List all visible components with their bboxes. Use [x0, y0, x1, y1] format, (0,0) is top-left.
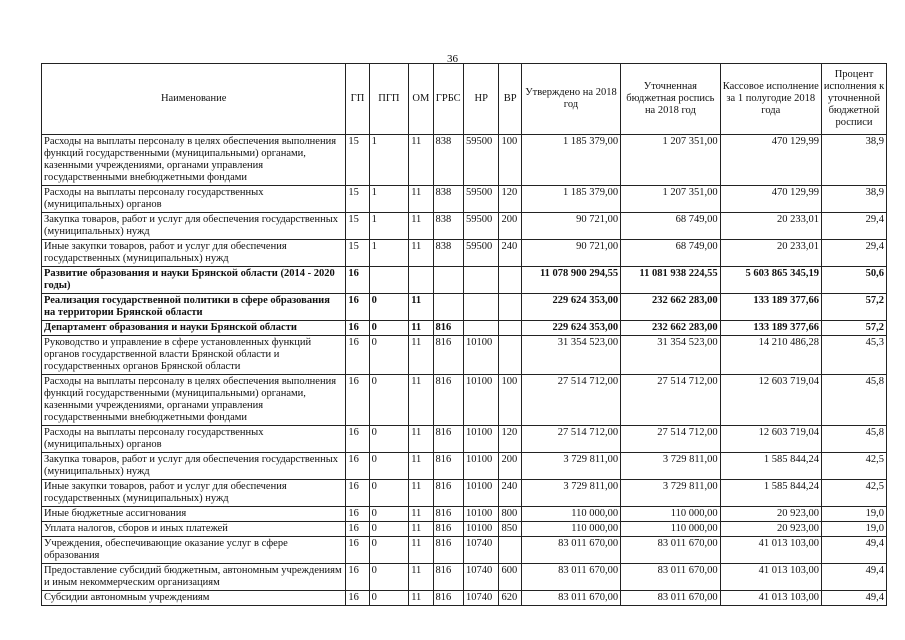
cell-refined: 1 207 351,00 — [621, 135, 720, 186]
cell-om: 11 — [409, 336, 433, 375]
cell-name: Расходы на выплаты персоналу в целях обеспечения выполнения функций государственными (муниципальными) органами, казенными учреждениями, органами управления государственными внебюджетными фондами — [42, 135, 346, 186]
cell-gp: 15 — [346, 186, 369, 213]
cell-grbs: 838 — [433, 186, 463, 213]
cell-cash: 470 129,99 — [720, 135, 821, 186]
cell-pgp: 1 — [369, 186, 409, 213]
cell-pgp: 0 — [369, 591, 409, 606]
cell-grbs: 838 — [433, 240, 463, 267]
cell-grbs: 838 — [433, 135, 463, 186]
cell-gp: 16 — [346, 564, 369, 591]
table-row — [42, 507, 887, 522]
cell-cash: 133 189 377,66 — [720, 294, 821, 321]
header-refined: Уточненная бюджетная роспись на 2018 год — [621, 64, 720, 135]
cell-vr: 120 — [499, 426, 521, 453]
cell-grbs: 838 — [433, 213, 463, 240]
cell-vr: 240 — [499, 480, 521, 507]
cell-cash: 41 013 103,00 — [720, 537, 821, 564]
cell-pgp: 0 — [369, 522, 409, 537]
cell-name: Руководство и управление в сфере установленных функций органов государственной власти Брянской области и государственных органов Брянской области — [42, 336, 346, 375]
cell-grbs: 816 — [433, 426, 463, 453]
cell-refined: 83 011 670,00 — [621, 564, 720, 591]
cell-om: 11 — [409, 294, 433, 321]
cell-grbs: 816 — [433, 453, 463, 480]
table-header-row — [42, 64, 887, 135]
cell-refined: 232 662 283,00 — [621, 321, 720, 336]
cell-percent: 42,5 — [822, 480, 887, 507]
cell-gp: 16 — [346, 321, 369, 336]
cell-vr: 240 — [499, 240, 521, 267]
cell-grbs: 816 — [433, 591, 463, 606]
cell-cash: 1 585 844,24 — [720, 480, 821, 507]
cell-pgp: 1 — [369, 213, 409, 240]
cell-name: Иные закупки товаров, работ и услуг для обеспечения государственных (муниципальных) нужд — [42, 480, 346, 507]
cell-nr: 10740 — [463, 591, 499, 606]
cell-cash: 5 603 865 345,19 — [720, 267, 821, 294]
table-row — [42, 453, 887, 480]
cell-vr: 120 — [499, 186, 521, 213]
cell-vr — [499, 321, 521, 336]
cell-grbs: 816 — [433, 537, 463, 564]
cell-vr — [499, 294, 521, 321]
cell-om: 11 — [409, 240, 433, 267]
cell-gp: 15 — [346, 135, 369, 186]
cell-nr — [463, 294, 499, 321]
cell-pgp: 0 — [369, 321, 409, 336]
cell-approved: 11 078 900 294,55 — [521, 267, 620, 294]
cell-percent: 42,5 — [822, 453, 887, 480]
cell-percent: 29,4 — [822, 240, 887, 267]
cell-grbs: 816 — [433, 507, 463, 522]
table-row — [42, 240, 887, 267]
header-grbs: ГРБС — [433, 64, 463, 135]
cell-gp: 15 — [346, 213, 369, 240]
cell-name: Иные бюджетные ассигнования — [42, 507, 346, 522]
cell-approved: 229 624 353,00 — [521, 294, 620, 321]
cell-approved: 90 721,00 — [521, 240, 620, 267]
cell-approved: 1 185 379,00 — [521, 186, 620, 213]
table-row — [42, 294, 887, 321]
cell-nr: 10100 — [463, 426, 499, 453]
cell-pgp: 0 — [369, 480, 409, 507]
cell-pgp: 1 — [369, 135, 409, 186]
cell-name: Реализация государственной политики в сфере образования на территории Брянской области — [42, 294, 346, 321]
cell-pgp: 0 — [369, 507, 409, 522]
cell-nr: 59500 — [463, 240, 499, 267]
cell-grbs — [433, 294, 463, 321]
cell-percent: 57,2 — [822, 294, 887, 321]
cell-pgp: 0 — [369, 564, 409, 591]
cell-vr: 850 — [499, 522, 521, 537]
cell-gp: 16 — [346, 453, 369, 480]
cell-refined: 110 000,00 — [621, 522, 720, 537]
cell-nr — [463, 321, 499, 336]
cell-percent: 29,4 — [822, 213, 887, 240]
cell-grbs: 816 — [433, 321, 463, 336]
cell-om — [409, 267, 433, 294]
cell-refined: 232 662 283,00 — [621, 294, 720, 321]
cell-name: Закупка товаров, работ и услуг для обеспечения государственных (муниципальных) нужд — [42, 213, 346, 240]
cell-grbs: 816 — [433, 375, 463, 426]
cell-approved: 31 354 523,00 — [521, 336, 620, 375]
table-row — [42, 564, 887, 591]
cell-gp: 16 — [346, 267, 369, 294]
table-row — [42, 336, 887, 375]
cell-gp: 16 — [346, 537, 369, 564]
cell-nr: 10100 — [463, 522, 499, 537]
header-vr: ВР — [499, 64, 521, 135]
cell-refined: 68 749,00 — [621, 240, 720, 267]
table-row — [42, 213, 887, 240]
cell-vr: 600 — [499, 564, 521, 591]
cell-percent: 19,0 — [822, 507, 887, 522]
cell-vr — [499, 267, 521, 294]
cell-name: Департамент образования и науки Брянской области — [42, 321, 346, 336]
cell-percent: 45,8 — [822, 426, 887, 453]
cell-pgp: 0 — [369, 336, 409, 375]
cell-nr: 10740 — [463, 564, 499, 591]
cell-refined: 68 749,00 — [621, 213, 720, 240]
cell-cash: 470 129,99 — [720, 186, 821, 213]
cell-approved: 83 011 670,00 — [521, 591, 620, 606]
cell-percent: 19,0 — [822, 522, 887, 537]
cell-cash: 12 603 719,04 — [720, 426, 821, 453]
cell-cash: 1 585 844,24 — [720, 453, 821, 480]
cell-refined: 83 011 670,00 — [621, 591, 720, 606]
cell-cash: 14 210 486,28 — [720, 336, 821, 375]
page-number: 36 — [447, 53, 458, 65]
cell-nr: 10100 — [463, 453, 499, 480]
cell-approved: 3 729 811,00 — [521, 453, 620, 480]
cell-percent: 57,2 — [822, 321, 887, 336]
cell-refined: 3 729 811,00 — [621, 480, 720, 507]
cell-vr: 800 — [499, 507, 521, 522]
header-nr: НР — [463, 64, 499, 135]
cell-name: Предоставление субсидий бюджетным, автономным учреждениям и иным некоммерческим организациям — [42, 564, 346, 591]
cell-cash: 133 189 377,66 — [720, 321, 821, 336]
cell-om: 11 — [409, 480, 433, 507]
cell-gp: 16 — [346, 294, 369, 321]
cell-name: Уплата налогов, сборов и иных платежей — [42, 522, 346, 537]
cell-pgp: 0 — [369, 426, 409, 453]
header-pgp: ПГП — [369, 64, 409, 135]
cell-grbs: 816 — [433, 336, 463, 375]
cell-refined: 31 354 523,00 — [621, 336, 720, 375]
cell-pgp: 1 — [369, 240, 409, 267]
cell-gp: 16 — [346, 336, 369, 375]
cell-cash: 20 233,01 — [720, 240, 821, 267]
cell-om: 11 — [409, 522, 433, 537]
cell-approved: 83 011 670,00 — [521, 564, 620, 591]
cell-grbs: 816 — [433, 480, 463, 507]
cell-om: 11 — [409, 591, 433, 606]
table-row — [42, 522, 887, 537]
cell-approved: 110 000,00 — [521, 507, 620, 522]
cell-grbs: 816 — [433, 522, 463, 537]
cell-om: 11 — [409, 213, 433, 240]
cell-name: Расходы на выплаты персоналу в целях обеспечения выполнения функций государственными (муниципальными) органами, казенными учреждениями, органами управления государственными внебюджетными фондами — [42, 375, 346, 426]
cell-refined: 3 729 811,00 — [621, 453, 720, 480]
cell-name: Иные закупки товаров, работ и услуг для обеспечения государственных (муниципальных) нужд — [42, 240, 346, 267]
cell-name: Учреждения, обеспечивающие оказание услуг в сфере образования — [42, 537, 346, 564]
cell-pgp: 0 — [369, 375, 409, 426]
cell-om: 11 — [409, 375, 433, 426]
table-row — [42, 375, 887, 426]
cell-nr — [463, 267, 499, 294]
cell-refined: 27 514 712,00 — [621, 375, 720, 426]
cell-refined: 11 081 938 224,55 — [621, 267, 720, 294]
table-body — [42, 135, 887, 606]
cell-gp: 16 — [346, 480, 369, 507]
cell-percent: 49,4 — [822, 591, 887, 606]
header-om: ОМ — [409, 64, 433, 135]
cell-nr: 59500 — [463, 135, 499, 186]
cell-name: Закупка товаров, работ и услуг для обеспечения государственных (муниципальных) нужд — [42, 453, 346, 480]
cell-vr: 100 — [499, 135, 521, 186]
cell-cash: 20 923,00 — [720, 507, 821, 522]
cell-nr: 10100 — [463, 375, 499, 426]
cell-refined: 27 514 712,00 — [621, 426, 720, 453]
cell-percent: 50,6 — [822, 267, 887, 294]
cell-approved: 1 185 379,00 — [521, 135, 620, 186]
cell-approved: 3 729 811,00 — [521, 480, 620, 507]
cell-grbs: 816 — [433, 564, 463, 591]
cell-cash: 20 923,00 — [720, 522, 821, 537]
header-gp: ГП — [346, 64, 369, 135]
table-row — [42, 537, 887, 564]
cell-percent: 45,8 — [822, 375, 887, 426]
table-row — [42, 480, 887, 507]
cell-percent: 49,4 — [822, 564, 887, 591]
cell-approved: 27 514 712,00 — [521, 375, 620, 426]
cell-cash: 41 013 103,00 — [720, 564, 821, 591]
cell-nr: 10100 — [463, 336, 499, 375]
cell-vr — [499, 537, 521, 564]
header-name: Наименование — [42, 64, 346, 135]
cell-cash: 41 013 103,00 — [720, 591, 821, 606]
cell-approved: 83 011 670,00 — [521, 537, 620, 564]
table-row — [42, 267, 887, 294]
cell-gp: 16 — [346, 426, 369, 453]
cell-vr: 200 — [499, 453, 521, 480]
cell-approved: 110 000,00 — [521, 522, 620, 537]
cell-vr — [499, 336, 521, 375]
cell-refined: 83 011 670,00 — [621, 537, 720, 564]
cell-om: 11 — [409, 453, 433, 480]
cell-percent: 45,3 — [822, 336, 887, 375]
cell-gp: 16 — [346, 375, 369, 426]
cell-om: 11 — [409, 186, 433, 213]
table-row — [42, 186, 887, 213]
cell-om: 11 — [409, 564, 433, 591]
cell-percent: 38,9 — [822, 186, 887, 213]
cell-gp: 16 — [346, 591, 369, 606]
cell-nr: 10740 — [463, 537, 499, 564]
cell-gp: 16 — [346, 507, 369, 522]
cell-name: Расходы на выплаты персоналу государственных (муниципальных) органов — [42, 426, 346, 453]
cell-approved: 27 514 712,00 — [521, 426, 620, 453]
table-row — [42, 426, 887, 453]
cell-gp: 15 — [346, 240, 369, 267]
cell-pgp: 0 — [369, 294, 409, 321]
table-row — [42, 321, 887, 336]
cell-nr: 10100 — [463, 480, 499, 507]
cell-percent: 49,4 — [822, 537, 887, 564]
cell-name: Расходы на выплаты персоналу государственных (муниципальных) органов — [42, 186, 346, 213]
cell-om: 11 — [409, 321, 433, 336]
cell-om: 11 — [409, 507, 433, 522]
cell-cash: 20 233,01 — [720, 213, 821, 240]
cell-nr: 59500 — [463, 213, 499, 240]
cell-refined: 110 000,00 — [621, 507, 720, 522]
cell-refined: 1 207 351,00 — [621, 186, 720, 213]
cell-pgp — [369, 267, 409, 294]
cell-cash: 12 603 719,04 — [720, 375, 821, 426]
table-row — [42, 135, 887, 186]
cell-nr: 10100 — [463, 507, 499, 522]
cell-name: Субсидии автономным учреждениям — [42, 591, 346, 606]
cell-percent: 38,9 — [822, 135, 887, 186]
cell-gp: 16 — [346, 522, 369, 537]
header-approved: Утверждено на 2018 год — [521, 64, 620, 135]
cell-om: 11 — [409, 135, 433, 186]
budget-execution-table — [41, 63, 887, 606]
cell-approved: 229 624 353,00 — [521, 321, 620, 336]
cell-vr: 200 — [499, 213, 521, 240]
cell-om: 11 — [409, 537, 433, 564]
header-percent: Процент исполнения к уточненной бюджетной росписи — [822, 64, 887, 135]
cell-grbs — [433, 267, 463, 294]
cell-vr: 100 — [499, 375, 521, 426]
cell-name: Развитие образования и науки Брянской области (2014 - 2020 годы) — [42, 267, 346, 294]
cell-pgp: 0 — [369, 453, 409, 480]
cell-nr: 59500 — [463, 186, 499, 213]
table-row — [42, 591, 887, 606]
cell-pgp: 0 — [369, 537, 409, 564]
cell-vr: 620 — [499, 591, 521, 606]
cell-approved: 90 721,00 — [521, 213, 620, 240]
header-cash: Кассовое исполнение за 1 полугодие 2018 года — [720, 64, 821, 135]
cell-om: 11 — [409, 426, 433, 453]
